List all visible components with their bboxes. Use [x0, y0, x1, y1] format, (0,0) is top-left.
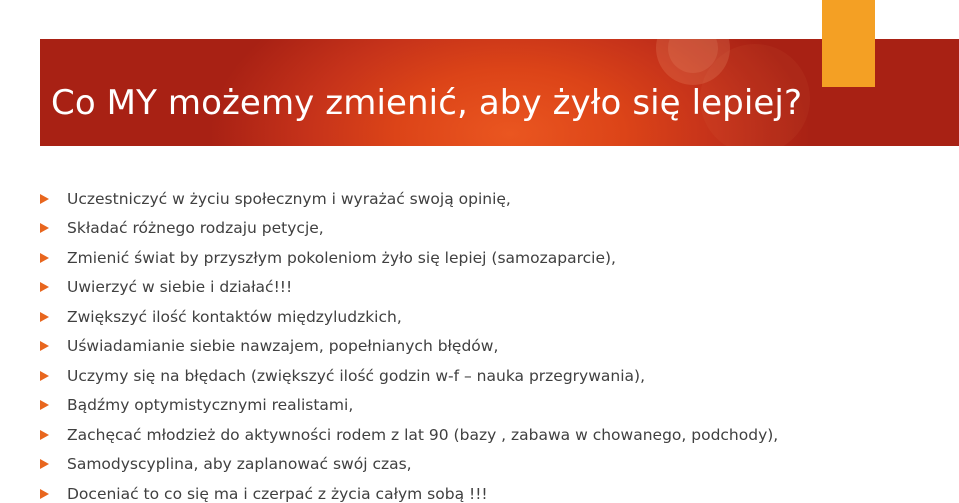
triangle-right-icon — [40, 194, 49, 204]
bullet-item — [40, 420, 778, 450]
bullet-item — [40, 302, 778, 332]
triangle-right-icon — [40, 341, 49, 351]
bullet-text: Uświadamianie siebie nawzajem, popełnianych błędów, — [67, 337, 499, 356]
bullet-text: Składać różnego rodzaju petycje, — [67, 219, 324, 238]
triangle-right-icon — [40, 253, 49, 263]
bullet-text: Zwiększyć ilość kontaktów międzyludzkich, — [67, 307, 402, 326]
bullet-text: Uczymy się na błędach (zwiększyć ilość godzin w-f – nauka przegrywania), — [67, 366, 645, 385]
triangle-right-icon — [40, 312, 49, 322]
bullet-text: Doceniać to co się ma i czerpać z życia całym sobą !!! — [67, 484, 488, 503]
bullet-text: Zmienić świat by przyszłym pokoleniom żyło się lepiej (samozaparcie), — [67, 248, 616, 267]
triangle-right-icon — [40, 223, 49, 233]
slide-title: Co MY możemy zmienić, aby żyło się lepiej? — [51, 83, 803, 123]
bullet-text: Uczestniczyć w życiu społecznym i wyrażać swoją opinię, — [67, 189, 511, 208]
triangle-right-icon — [40, 430, 49, 440]
bullet-item — [40, 479, 778, 503]
bullet-text: Uwierzyć w siebie i działać!!! — [67, 278, 293, 297]
bullet-item — [40, 214, 778, 244]
bullet-item — [40, 273, 778, 303]
triangle-right-icon — [40, 282, 49, 292]
bullet-text: Samodyscyplina, aby zaplanować swój czas, — [67, 455, 412, 474]
bullet-list — [40, 184, 778, 503]
triangle-right-icon — [40, 459, 49, 469]
bullet-text: Bądźmy optymistycznymi realistami, — [67, 396, 354, 415]
bullet-item — [40, 184, 778, 214]
bullet-item — [40, 243, 778, 273]
triangle-right-icon — [40, 489, 49, 499]
accent-tab — [822, 0, 875, 87]
bullet-item — [40, 391, 778, 421]
triangle-right-icon — [40, 400, 49, 410]
bullet-item — [40, 450, 778, 480]
triangle-right-icon — [40, 371, 49, 381]
bullet-text: Zachęcać młodzież do aktywności rodem z lat 90 (bazy , zabawa w chowanego, podchody), — [67, 425, 779, 444]
bullet-item — [40, 361, 778, 391]
bullet-item — [40, 332, 778, 362]
